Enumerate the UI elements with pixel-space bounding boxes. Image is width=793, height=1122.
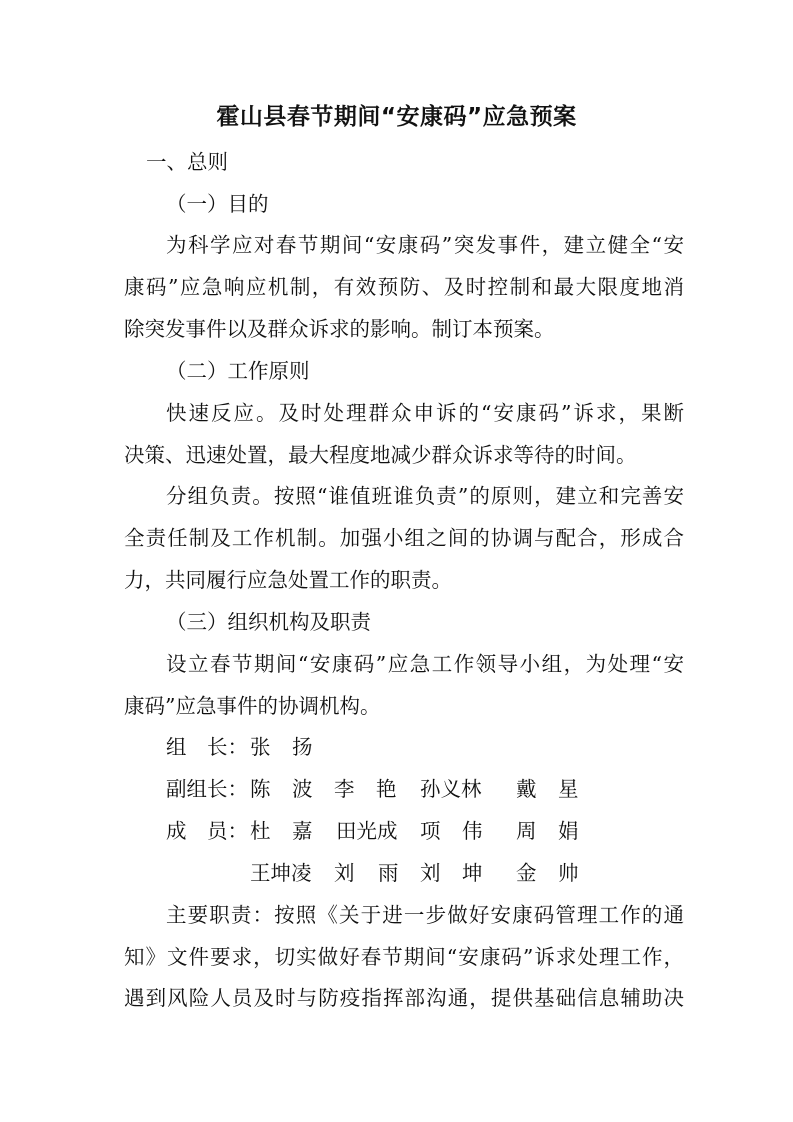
paragraph-line: 主要职责：按照《关于进一步做好安康码管理工作的通 bbox=[166, 903, 684, 927]
subsection-heading-principles: （二）工作原则 bbox=[166, 359, 310, 383]
roster-name: 波 bbox=[292, 777, 313, 801]
roster-name: 陈 bbox=[250, 777, 271, 801]
roster-name: 刘 bbox=[420, 861, 441, 885]
roster-name: 扬 bbox=[292, 735, 313, 759]
roster-member-row bbox=[166, 817, 686, 845]
paragraph-line: 康码”应急响应机制，有效预防、及时控制和最大限度地消 bbox=[124, 275, 684, 299]
roster-leader-row bbox=[166, 733, 686, 761]
roster-name: 孙义林 bbox=[420, 777, 482, 801]
paragraph-line: 力，共同履行应急处置工作的职责。 bbox=[124, 568, 452, 592]
paragraph-line: 设立春节期间“安康码”应急工作领导小组，为处理“安 bbox=[166, 652, 684, 676]
roster-name: 田光成 bbox=[336, 819, 398, 843]
roster-name: 项 bbox=[420, 819, 441, 843]
paragraph-line: 知》文件要求，切实做好春节期间“安康码”诉求处理工作， bbox=[124, 945, 684, 969]
paragraph-line: 分组负责。按照“谁值班谁负责”的原则，建立和完善安 bbox=[166, 484, 684, 508]
paragraph-line: 快速反应。及时处理群众申诉的“安康码”诉求，果断 bbox=[166, 401, 684, 425]
paragraph-line: 全责任制及工作机制。加强小组之间的协调与配合，形成合 bbox=[124, 526, 684, 550]
paragraph-line: 决策、迅速处置，最大程度地减少群众诉求等待的时间。 bbox=[124, 443, 637, 467]
roster-name: 李 bbox=[334, 777, 355, 801]
roster-name: 雨 bbox=[378, 861, 399, 885]
roster-member-row bbox=[250, 859, 690, 887]
subsection-heading-organization: （三）组织机构及职责 bbox=[166, 610, 371, 634]
document-title: 霍山县春节期间“安康码”应急预案 bbox=[216, 104, 577, 130]
roster-name: 伟 bbox=[462, 819, 483, 843]
roster-name: 戴 bbox=[516, 777, 537, 801]
roster-name: 星 bbox=[558, 777, 579, 801]
paragraph-line: 康码”应急事件的协调机构。 bbox=[124, 694, 381, 718]
roster-name: 金 bbox=[516, 861, 537, 885]
roster-name: 嘉 bbox=[292, 819, 313, 843]
paragraph-line: 遇到风险人员及时与防疫指挥部沟通，提供基础信息辅助决 bbox=[124, 986, 684, 1010]
roster-name: 帅 bbox=[558, 861, 579, 885]
roster-name: 张 bbox=[250, 735, 271, 759]
roster-name: 王坤凌 bbox=[250, 861, 312, 885]
roster-name: 周 bbox=[516, 819, 537, 843]
roster-deputy-row bbox=[166, 775, 686, 803]
roster-label: 成 员： bbox=[166, 819, 248, 843]
subsection-heading-purpose: （一）目的 bbox=[166, 192, 269, 216]
roster-name: 娟 bbox=[558, 819, 579, 843]
paragraph-line: 为科学应对春节期间“安康码”突发事件，建立健全“安 bbox=[166, 233, 684, 257]
roster-label: 副组长： bbox=[166, 777, 248, 801]
roster-label: 组 长： bbox=[166, 735, 248, 759]
paragraph-line: 除突发事件以及群众诉求的影响。制订本预案。 bbox=[124, 317, 555, 341]
roster-name: 坤 bbox=[462, 861, 483, 885]
roster-name: 刘 bbox=[334, 861, 355, 885]
section-heading-general: 一、总则 bbox=[146, 150, 228, 174]
roster-name: 杜 bbox=[250, 819, 271, 843]
roster-name: 艳 bbox=[376, 777, 397, 801]
